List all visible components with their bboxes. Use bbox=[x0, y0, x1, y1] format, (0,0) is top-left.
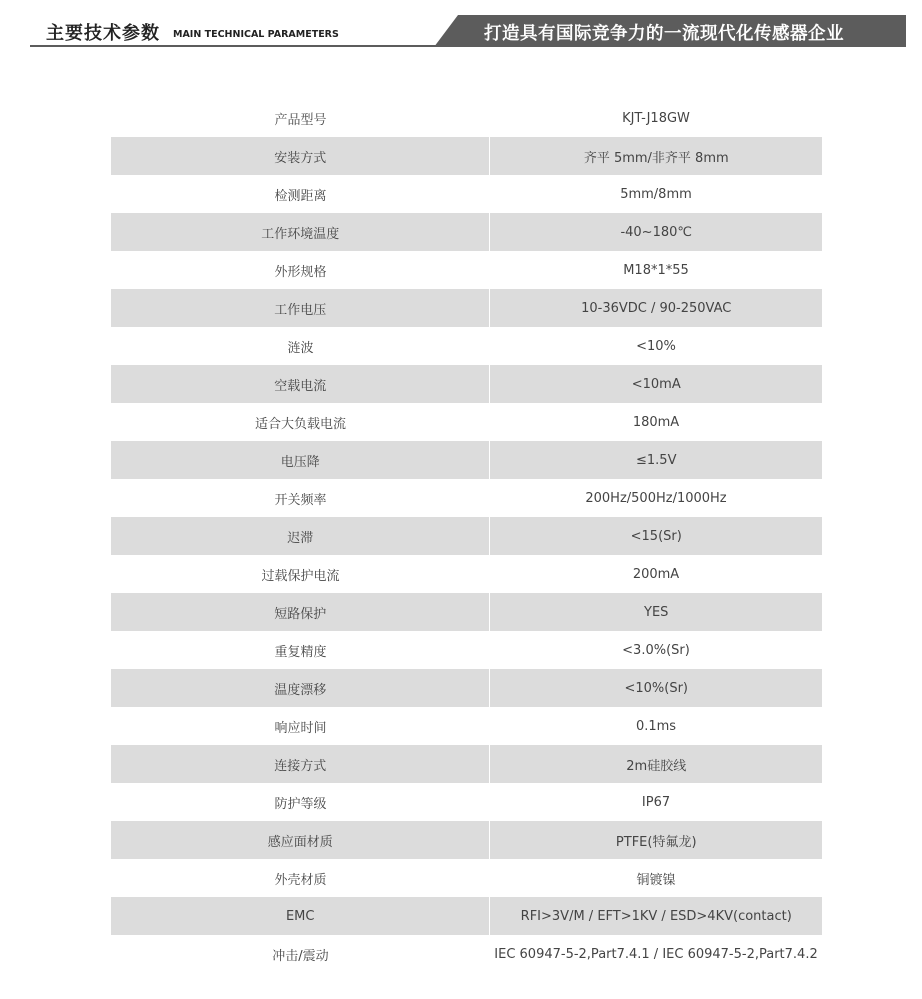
param-value: IEC 60947-5-2,Part7.4.1 / IEC 60947-5-2,Part7.4.2 bbox=[494, 946, 818, 962]
slogan-text: 打造具有国际竞争力的一流现代化传感器企业 bbox=[484, 24, 844, 44]
param-label: 冲击/震动 bbox=[272, 948, 329, 964]
param-value: 5mm/8mm bbox=[620, 186, 692, 202]
param-label: 涟波 bbox=[287, 340, 314, 356]
table-row bbox=[111, 175, 822, 213]
table-row bbox=[111, 669, 822, 707]
param-value: 齐平 5mm/非齐平 8mm bbox=[489, 137, 822, 175]
param-label: 工作电压 bbox=[274, 302, 327, 318]
param-value: -40~180℃ bbox=[489, 213, 822, 251]
param-value: KJT-J18GW bbox=[622, 110, 690, 126]
param-label: 响应时间 bbox=[274, 720, 327, 736]
param-label: 适合大负载电流 bbox=[254, 416, 346, 432]
header-rule bbox=[30, 45, 450, 47]
param-value: PTFE(特氟龙) bbox=[489, 821, 822, 859]
section-subtitle: MAIN TECHNICAL PARAMETERS bbox=[173, 29, 339, 40]
table-row bbox=[111, 251, 822, 289]
section-header bbox=[0, 0, 922, 50]
param-value: IP67 bbox=[641, 794, 671, 810]
param-label: 短路保护 bbox=[274, 606, 327, 622]
param-value: <10% bbox=[636, 338, 676, 354]
param-value: ≤1.5V bbox=[489, 441, 822, 479]
param-label: 迟滞 bbox=[287, 530, 314, 546]
param-label: 连接方式 bbox=[274, 758, 327, 774]
param-value: 180mA bbox=[632, 414, 680, 430]
table-row bbox=[111, 821, 822, 859]
table-row bbox=[111, 289, 822, 327]
table-row bbox=[111, 327, 822, 365]
param-value: <3.0%(Sr) bbox=[622, 642, 690, 658]
param-label: 感应面材质 bbox=[267, 834, 333, 850]
param-value: <10%(Sr) bbox=[489, 669, 822, 707]
param-label: 开关频率 bbox=[274, 492, 327, 508]
param-value: 10-36VDC / 90-250VAC bbox=[489, 289, 822, 327]
param-label: 工作环境温度 bbox=[261, 226, 340, 242]
param-value: 铜镀镍 bbox=[636, 872, 676, 888]
param-value: <10mA bbox=[489, 365, 822, 403]
parameters-table bbox=[111, 99, 822, 973]
param-label: 防护等级 bbox=[274, 796, 327, 812]
param-label: 空载电流 bbox=[274, 378, 327, 394]
param-label: 外壳材质 bbox=[274, 872, 327, 888]
table-row bbox=[111, 631, 822, 669]
param-value: 200Hz/500Hz/1000Hz bbox=[585, 490, 727, 506]
table-row bbox=[111, 707, 822, 745]
param-label: 外形规格 bbox=[274, 264, 327, 280]
section-title: 主要技术参数 bbox=[46, 23, 160, 44]
param-value: <15(Sr) bbox=[489, 517, 822, 555]
table-row bbox=[111, 99, 822, 137]
table-row bbox=[111, 479, 822, 517]
table-row bbox=[111, 859, 822, 897]
param-value: M18*1*55 bbox=[623, 262, 689, 278]
param-value: 200mA bbox=[632, 566, 680, 582]
table-row bbox=[111, 213, 822, 251]
param-label: 检测距离 bbox=[274, 188, 327, 204]
table-row bbox=[111, 517, 822, 555]
param-value: 0.1ms bbox=[635, 718, 677, 734]
table-row bbox=[111, 555, 822, 593]
table-row bbox=[111, 593, 822, 631]
param-value: RFI>3V/M / EFT>1KV / ESD>4KV(contact) bbox=[489, 897, 822, 935]
param-label: 温度漂移 bbox=[274, 682, 327, 698]
param-label: 安装方式 bbox=[274, 150, 327, 166]
param-value: 2m硅胶线 bbox=[489, 745, 822, 783]
table-row bbox=[111, 935, 822, 973]
param-label: 过载保护电流 bbox=[261, 568, 340, 584]
table-row bbox=[111, 441, 822, 479]
table-row bbox=[111, 365, 822, 403]
table-row bbox=[111, 137, 822, 175]
param-label: 电压降 bbox=[280, 454, 320, 470]
table-row bbox=[111, 403, 822, 441]
param-label: 重复精度 bbox=[274, 644, 327, 660]
param-value: YES bbox=[489, 593, 822, 631]
param-label: EMC bbox=[285, 908, 315, 924]
table-row bbox=[111, 897, 822, 935]
param-label: 产品型号 bbox=[274, 112, 327, 128]
table-row bbox=[111, 783, 822, 821]
table-row bbox=[111, 745, 822, 783]
